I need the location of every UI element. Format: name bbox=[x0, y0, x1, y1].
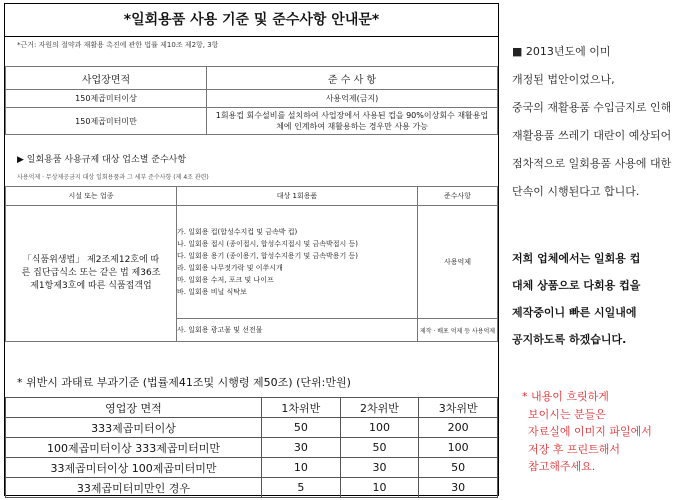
penalty-area: 333제곱미터이상 bbox=[6, 418, 262, 438]
penalty-value: 100 bbox=[340, 418, 419, 438]
table-row bbox=[6, 478, 498, 498]
penalty-area: 33제곱미터이상 100제곱미터미만 bbox=[6, 458, 262, 478]
notice-document bbox=[4, 3, 499, 496]
penalty-value: 30 bbox=[262, 438, 341, 458]
side-line: 공지하도록 하겠습니다. bbox=[512, 333, 627, 346]
penalty-header: 영업장 면적 bbox=[6, 398, 262, 418]
side-line: 저희 업체에서는 일회용 컵 bbox=[512, 252, 641, 265]
penalty-title: * 위반시 과태료 부과기준 (법률제41조및 시행령 제50조) (단위:만원) bbox=[17, 376, 351, 389]
penalty-value: 200 bbox=[419, 418, 498, 438]
penalty-value: 50 bbox=[419, 458, 498, 478]
list-item: 마. 일회용 수저, 포크 및 나이프 bbox=[177, 276, 274, 284]
rule-cell: 사용억제(금지) bbox=[207, 90, 498, 108]
side-line: 점차적으로 일회용품 사용에 대한 bbox=[512, 157, 672, 170]
penalty-header: 1차위반 bbox=[262, 398, 341, 418]
side-line: ■ 2013년도에 이미 bbox=[512, 45, 611, 58]
side-note-print-tip bbox=[512, 388, 700, 476]
rule-header: 준 수 사 항 bbox=[207, 67, 498, 90]
items-cell bbox=[177, 206, 418, 319]
notice-title: *일회용품 사용 기준 및 준수사항 안내문* bbox=[5, 4, 498, 37]
penalty-value: 30 bbox=[340, 458, 419, 478]
penalty-area: 100제곱미터이상 333제곱미터미만 bbox=[6, 438, 262, 458]
side-line: 재활용품 쓰레기 대란이 예상되어 bbox=[512, 129, 672, 142]
table-row bbox=[6, 458, 498, 478]
side-note-announcement bbox=[512, 245, 700, 353]
side-line: 제작중이니 빠른 시일내에 bbox=[512, 306, 637, 319]
penalty-table bbox=[5, 397, 498, 498]
side-note-intro bbox=[512, 38, 700, 206]
compliance-cell: 제작 · 배포 억제 등 사용억제 bbox=[418, 319, 498, 342]
penalty-value: 50 bbox=[262, 418, 341, 438]
side-line: 개정된 법안이었으나, bbox=[512, 73, 615, 86]
compliance-header: 준수사항 bbox=[418, 187, 498, 206]
penalty-value: 30 bbox=[419, 478, 498, 498]
area-cell: 150제곱미터미만 bbox=[6, 108, 207, 135]
penalty-value: 50 bbox=[340, 438, 419, 458]
items-cell: 사. 일회용 광고물 및 선전물 bbox=[177, 319, 418, 342]
subsection-note: 사용억제 · 무상제공금지 대상 일회용품과 그 세부 준수사항 (제 4조 관련) bbox=[17, 174, 209, 181]
side-line: 단속이 시행된다고 합니다. bbox=[512, 185, 640, 198]
facility-header: 시설 또는 업종 bbox=[6, 187, 177, 206]
area-header: 사업장면적 bbox=[6, 67, 207, 90]
side-line: 저장 후 프린트해서 bbox=[528, 442, 621, 456]
table-row bbox=[6, 438, 498, 458]
list-item: 나. 일회용 접시 (종이접시, 합성수지접시 및 금속박접시 등) bbox=[177, 240, 359, 248]
list-item: 다. 일회용 용기 (종이용기, 합성수지용기 및 금속박용기 등) bbox=[177, 252, 359, 260]
compliance-cell: 사용억제 bbox=[418, 206, 498, 319]
penalty-value: 5 bbox=[262, 478, 341, 498]
area-rule-table bbox=[5, 66, 498, 135]
facility-cell: 「식품위생법」 제2조제12호에 따른 집단급식소 또는 같은 법 제36조제1항제3호에 따른 식품접객업 bbox=[6, 206, 177, 342]
penalty-area: 33제곱미터미만인 경우 bbox=[6, 478, 262, 498]
side-line: 대체 상품으로 다회용 컵을 bbox=[512, 279, 641, 292]
list-item: 가. 일회용 컵(합성수지컵 및 금속박 컵) bbox=[177, 228, 298, 236]
list-item: 라. 일회용 나무젓가락 및 이쑤시개 bbox=[177, 264, 283, 272]
side-line: 자료실에 이미지 파일에서 bbox=[528, 425, 652, 438]
penalty-value: 100 bbox=[419, 438, 498, 458]
side-line: 참고해주세요. bbox=[528, 460, 596, 473]
item-rule-table bbox=[5, 186, 498, 342]
table-row bbox=[6, 418, 498, 438]
penalty-header: 3차위반 bbox=[419, 398, 498, 418]
rule-cell: 1회용컵 회수설비를 설치하여 사업장에서 사용된 컵을 90%이상회수 재활용업체에 인계하여 재활용하는 경우만 사용 가능 bbox=[207, 108, 498, 135]
penalty-header: 2차위반 bbox=[340, 398, 419, 418]
side-line: 중국의 재활용품 수입금지로 인해 bbox=[512, 101, 672, 114]
penalty-value: 10 bbox=[262, 458, 341, 478]
subsection-title: ▶ 일회용품 사용규제 대상 업소별 준수사항 bbox=[17, 155, 187, 165]
area-cell: 150제곱미터이상 bbox=[6, 90, 207, 108]
items-header: 대상 1회용품 bbox=[177, 187, 418, 206]
penalty-value: 10 bbox=[340, 478, 419, 498]
side-line: 보이시는 분들은 bbox=[528, 407, 606, 421]
legal-basis: *근거: 자원의 절약과 재활용 촉진에 관한 법률 제10조 제2항, 3항 bbox=[17, 41, 219, 49]
side-line: * 내용이 흐릿하게 bbox=[522, 390, 609, 403]
list-item: 바. 일회용 비닐 식탁보 bbox=[177, 288, 247, 296]
